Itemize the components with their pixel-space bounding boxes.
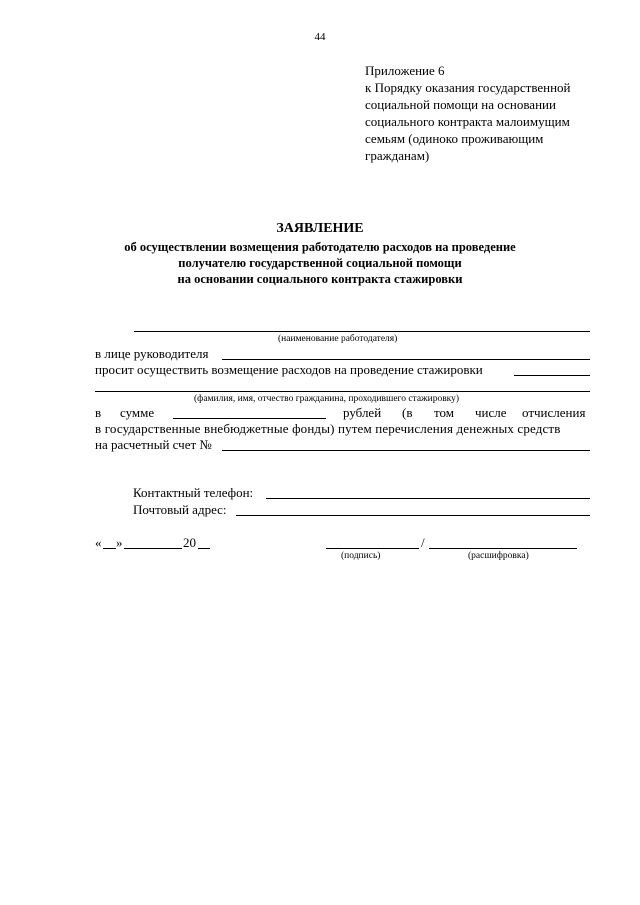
- subtitle-line: об осуществлении возмещения работодателю расходов на проведение: [124, 240, 516, 254]
- appendix-line: к Порядку оказания государственной: [365, 80, 571, 95]
- sum-word: отчисления: [522, 405, 586, 420]
- date-day-field[interactable]: [103, 548, 116, 549]
- sum-word: в: [95, 405, 102, 420]
- request-field[interactable]: [514, 375, 590, 376]
- employer-caption: (наименование работодателя): [278, 334, 398, 344]
- signature-decoding-field[interactable]: [429, 548, 577, 549]
- decoding-caption: (расшифровка): [468, 551, 529, 561]
- person-name-field[interactable]: [95, 391, 590, 392]
- appendix-note: [365, 62, 600, 164]
- signature-caption: (подпись): [341, 551, 381, 561]
- date-quote-open: «: [95, 535, 102, 550]
- phone-field[interactable]: [266, 498, 590, 499]
- document-subtitle: [0, 239, 640, 287]
- page-number: 44: [314, 31, 326, 43]
- date-month-field[interactable]: [124, 548, 182, 549]
- sum-word: том: [434, 405, 454, 420]
- appendix-line: Приложение 6: [365, 63, 445, 78]
- sum-word: (в: [402, 405, 413, 420]
- sum-word: сумме: [120, 405, 155, 420]
- sum-amount-field[interactable]: [173, 418, 326, 419]
- request-text: просит осуществить возмещение расходов на проведение стажировки: [95, 362, 483, 377]
- appendix-line: гражданам): [365, 148, 430, 163]
- subtitle-line: получателю государственной социальной помощи: [178, 256, 462, 270]
- date-year-field[interactable]: [198, 548, 210, 549]
- appendix-line: семьям (одиноко проживающим: [365, 131, 544, 146]
- manager-name-field[interactable]: [222, 359, 590, 360]
- appendix-line: социального контракта малоимущим: [365, 114, 570, 129]
- date-year-prefix: 20: [183, 535, 196, 550]
- employer-name-field[interactable]: [134, 331, 590, 332]
- address-field[interactable]: [236, 515, 590, 516]
- document-title: ЗАЯВЛЕНИЕ: [276, 221, 364, 236]
- person-caption: (фамилия, имя, отчество гражданина, проходившего стажировку): [194, 394, 460, 404]
- account-number-field[interactable]: [222, 450, 590, 451]
- represented-by-label: в лице руководителя: [95, 346, 209, 361]
- funds-text: в государственные внебюджетные фонды) путем перечисления денежных средств: [95, 421, 561, 436]
- phone-label: Контактный телефон:: [133, 485, 254, 500]
- sum-word: рублей: [343, 405, 382, 420]
- appendix-line: социальной помощи на основании: [365, 97, 556, 112]
- account-label: на расчетный счет №: [95, 437, 212, 452]
- sum-word: числе: [475, 405, 507, 420]
- date-quote-close: »: [116, 535, 123, 550]
- signature-field[interactable]: [326, 548, 419, 549]
- signature-slash: /: [421, 535, 425, 550]
- address-label: Почтовый адрес:: [133, 502, 227, 517]
- subtitle-line: на основании социального контракта стажировки: [177, 272, 463, 286]
